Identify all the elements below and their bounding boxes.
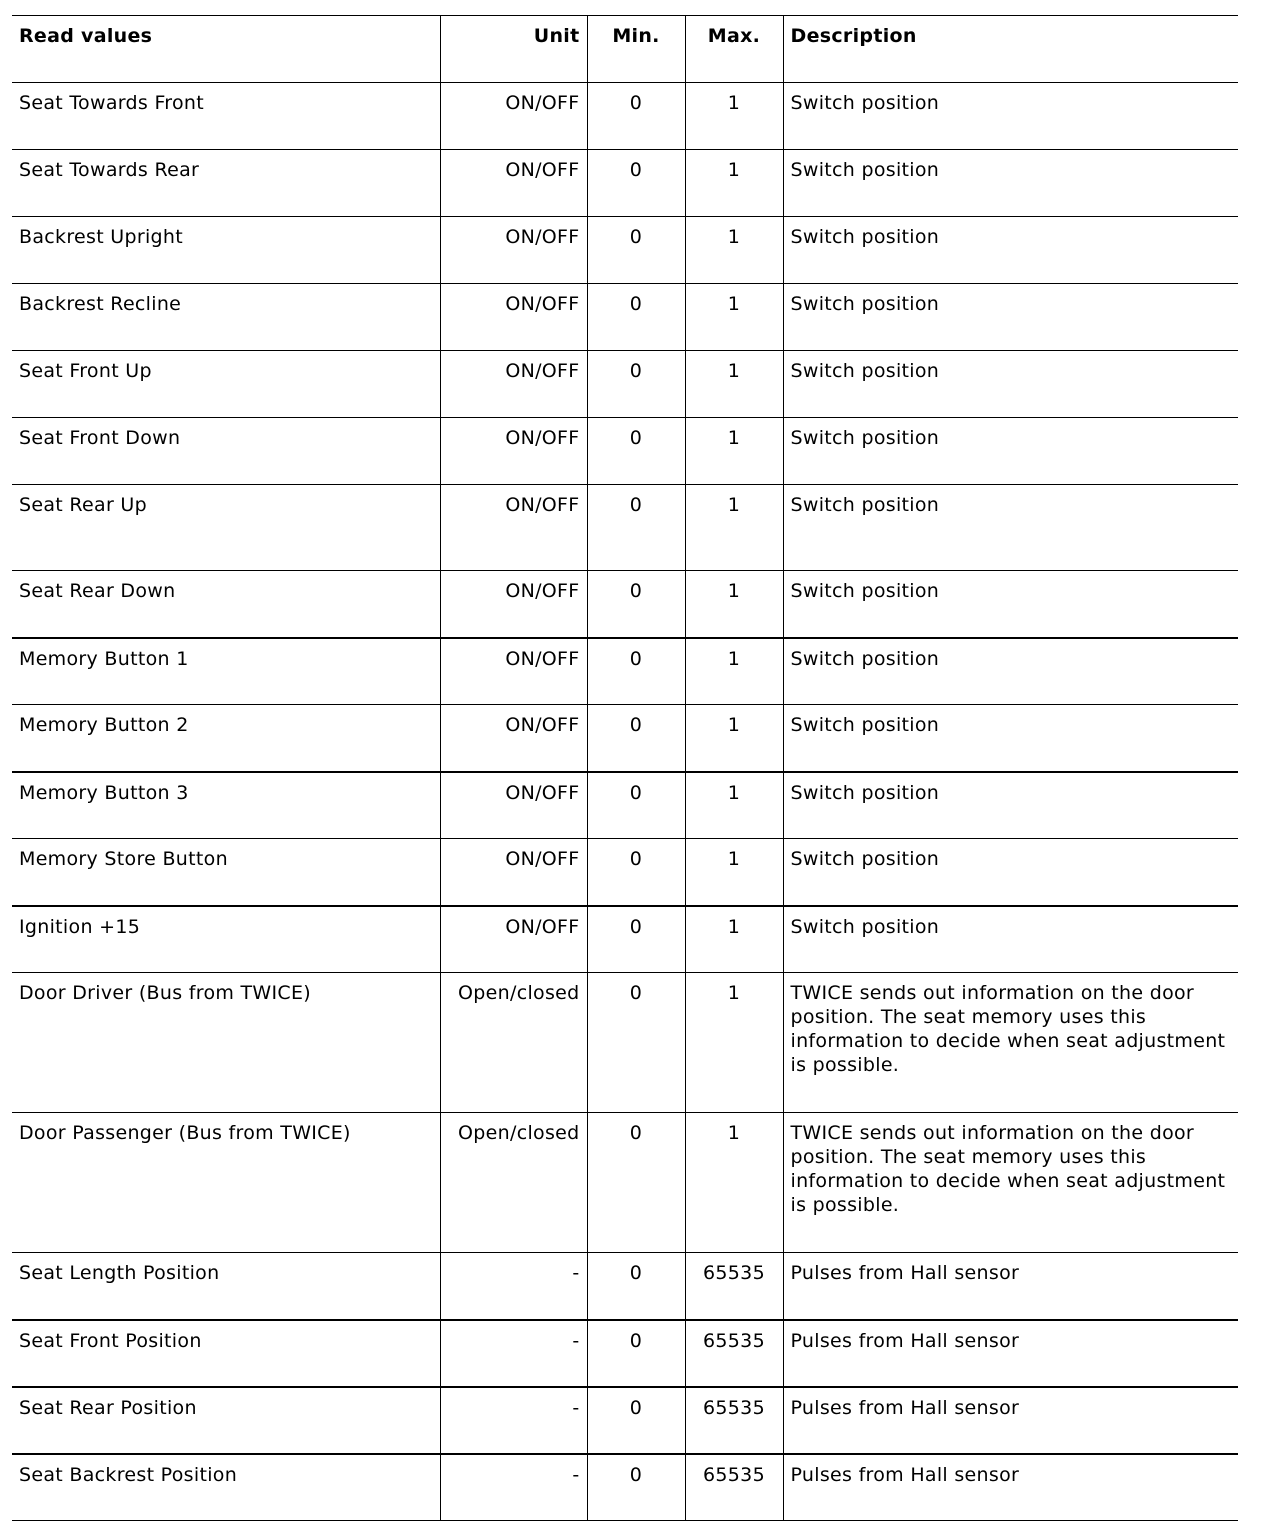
cell-unit: ON/OFF: [440, 418, 587, 485]
table-row: [12, 83, 1238, 150]
table-header-row: [12, 16, 1238, 83]
cell-min: 0: [587, 1387, 685, 1454]
cell-description: Switch position: [783, 839, 1238, 906]
cell-name: Seat Towards Front: [12, 83, 440, 150]
cell-name: Seat Front Position: [12, 1320, 440, 1387]
cell-unit: -: [440, 1253, 587, 1320]
table-row: [12, 217, 1238, 284]
cell-max: 1: [685, 973, 783, 1113]
table-row: [12, 418, 1238, 485]
cell-description: Switch position: [783, 638, 1238, 705]
cell-unit: ON/OFF: [440, 772, 587, 839]
cell-name: Seat Backrest Position: [12, 1454, 440, 1521]
table-row: [12, 772, 1238, 839]
cell-min: 0: [587, 772, 685, 839]
table-row: [12, 150, 1238, 217]
cell-unit: ON/OFF: [440, 839, 587, 906]
cell-max: 1: [685, 705, 783, 772]
cell-name: Seat Front Up: [12, 351, 440, 418]
cell-description: Pulses from Hall sensor: [783, 1387, 1238, 1454]
cell-min: 0: [587, 1113, 685, 1253]
cell-description: Switch position: [783, 418, 1238, 485]
cell-max: 65535: [685, 1387, 783, 1454]
cell-name: Ignition +15: [12, 906, 440, 973]
cell-unit: ON/OFF: [440, 351, 587, 418]
cell-name: Memory Store Button: [12, 839, 440, 906]
cell-max: 65535: [685, 1253, 783, 1320]
header-description: Description: [783, 16, 1238, 83]
table-row: [12, 284, 1238, 351]
cell-unit: ON/OFF: [440, 83, 587, 150]
cell-unit: ON/OFF: [440, 284, 587, 351]
cell-min: 0: [587, 485, 685, 571]
cell-max: 1: [685, 418, 783, 485]
cell-max: 65535: [685, 1320, 783, 1387]
cell-description: Switch position: [783, 485, 1238, 571]
cell-name: Backrest Upright: [12, 217, 440, 284]
cell-min: 0: [587, 973, 685, 1113]
cell-unit: ON/OFF: [440, 485, 587, 571]
cell-min: 0: [587, 1320, 685, 1387]
cell-description: TWICE sends out information on the door position. The seat memory uses this information to decide when seat adjustment is possible.: [783, 973, 1238, 1113]
cell-max: 1: [685, 485, 783, 571]
cell-min: 0: [587, 839, 685, 906]
cell-min: 0: [587, 638, 685, 705]
table-row: [12, 1320, 1238, 1387]
cell-unit: -: [440, 1454, 587, 1521]
cell-name: Memory Button 2: [12, 705, 440, 772]
header-unit: Unit: [440, 16, 587, 83]
cell-description: Switch position: [783, 217, 1238, 284]
table-row: [12, 1113, 1238, 1253]
cell-description: Switch position: [783, 150, 1238, 217]
cell-description: TWICE sends out information on the door position. The seat memory uses this information to decide when seat adjustment is possible.: [783, 1113, 1238, 1253]
cell-max: 1: [685, 1113, 783, 1253]
cell-description: Switch position: [783, 705, 1238, 772]
table-row: [12, 906, 1238, 973]
cell-description: Switch position: [783, 83, 1238, 150]
cell-max: 1: [685, 150, 783, 217]
cell-description: Switch position: [783, 571, 1238, 638]
cell-max: 1: [685, 217, 783, 284]
cell-max: 1: [685, 284, 783, 351]
header-read-values: Read values: [12, 16, 440, 83]
cell-unit: ON/OFF: [440, 705, 587, 772]
cell-name: Memory Button 3: [12, 772, 440, 839]
cell-description: Switch position: [783, 772, 1238, 839]
table-row: [12, 839, 1238, 906]
table-row: [12, 1387, 1238, 1454]
cell-name: Seat Rear Position: [12, 1387, 440, 1454]
table-row: [12, 571, 1238, 638]
cell-min: 0: [587, 351, 685, 418]
cell-min: 0: [587, 906, 685, 973]
cell-min: 0: [587, 150, 685, 217]
cell-name: Door Driver (Bus from TWICE): [12, 973, 440, 1113]
cell-max: 1: [685, 638, 783, 705]
cell-min: 0: [587, 217, 685, 284]
cell-name: Memory Button 1: [12, 638, 440, 705]
cell-name: Seat Front Down: [12, 418, 440, 485]
cell-unit: Open/closed: [440, 1113, 587, 1253]
table-row: [12, 1253, 1238, 1320]
cell-unit: Open/closed: [440, 973, 587, 1113]
cell-description: Pulses from Hall sensor: [783, 1320, 1238, 1387]
header-max: Max.: [685, 16, 783, 83]
cell-min: 0: [587, 418, 685, 485]
cell-min: 0: [587, 1253, 685, 1320]
table-row: [12, 1454, 1238, 1521]
cell-unit: -: [440, 1387, 587, 1454]
cell-min: 0: [587, 83, 685, 150]
table-row: [12, 485, 1238, 571]
cell-max: 65535: [685, 1454, 783, 1521]
cell-max: 1: [685, 571, 783, 638]
table-row: [12, 705, 1238, 772]
cell-name: Seat Towards Rear: [12, 150, 440, 217]
cell-name: Door Passenger (Bus from TWICE): [12, 1113, 440, 1253]
cell-min: 0: [587, 284, 685, 351]
cell-name: Seat Rear Up: [12, 485, 440, 571]
cell-max: 1: [685, 906, 783, 973]
cell-description: Switch position: [783, 284, 1238, 351]
cell-name: Seat Length Position: [12, 1253, 440, 1320]
cell-name: Seat Rear Down: [12, 571, 440, 638]
cell-description: Pulses from Hall sensor: [783, 1253, 1238, 1320]
cell-description: Pulses from Hall sensor: [783, 1454, 1238, 1521]
cell-min: 0: [587, 705, 685, 772]
cell-description: Switch position: [783, 906, 1238, 973]
cell-unit: ON/OFF: [440, 217, 587, 284]
cell-description: Switch position: [783, 351, 1238, 418]
cell-max: 1: [685, 351, 783, 418]
cell-max: 1: [685, 772, 783, 839]
read-values-table: [12, 15, 1238, 1521]
header-min: Min.: [587, 16, 685, 83]
cell-name: Backrest Recline: [12, 284, 440, 351]
table-row: [12, 973, 1238, 1113]
cell-unit: ON/OFF: [440, 638, 587, 705]
table-row: [12, 351, 1238, 418]
cell-min: 0: [587, 1454, 685, 1521]
cell-unit: ON/OFF: [440, 150, 587, 217]
cell-unit: -: [440, 1320, 587, 1387]
cell-max: 1: [685, 83, 783, 150]
cell-min: 0: [587, 571, 685, 638]
cell-max: 1: [685, 839, 783, 906]
cell-unit: ON/OFF: [440, 906, 587, 973]
table-row: [12, 638, 1238, 705]
cell-unit: ON/OFF: [440, 571, 587, 638]
